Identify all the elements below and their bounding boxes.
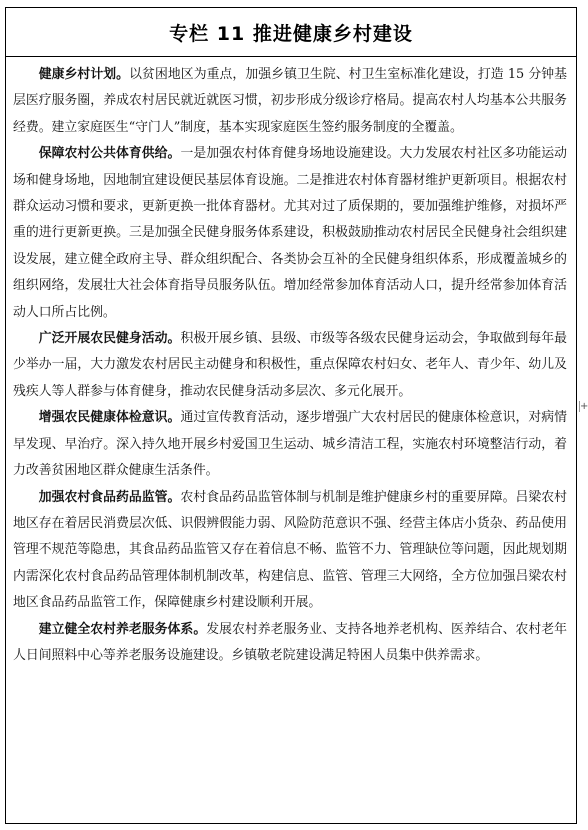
paragraph-text: 以贫困地区为重点，加强乡镇卫生院、村卫生室标准化建设，打造 15 分钟基层医疗服务圈，养成农村居民就近就医习惯，初步形成分级诊疗格局。提高农村人均基本公共服务经费。建立家庭医生“守门人”制度，基本实现家庭医生签约服务制度的全覆盖。 xyxy=(13,67,567,135)
paragraph-heading: 健康乡村计划。 xyxy=(38,67,130,82)
paragraph-food-drug-supervision xyxy=(13,485,567,617)
column-content xyxy=(13,62,567,669)
paragraph-heading: 加强农村食品药品监管。 xyxy=(38,489,181,505)
paragraph-health-checkup-awareness xyxy=(13,405,567,484)
paragraph-text: 发展农村养老服务业、支持各地养老机构、医养结合、农村老年人日间照料中心等养老服务设施建设。乡镇敬老院建设满足特困人员集中供养需求。 xyxy=(13,621,567,663)
paragraph-heading: 增强农民健康体检意识。 xyxy=(38,410,181,426)
paragraph-text: 农村食品药品监管体制与机制是维护健康乡村的重要屏障。吕梁农村地区存在着居民消费层次低、识假辨假能力弱、风险防范意识不强、经营主体店小货杂、药品使用管理不规范等隐患，其食品药品监管又存在着信息不畅、监管不力、管理缺位等问题，因此规划期内需深化农村食品药品管理体制机制改革，构建信息、监管、管理三大网络，全方位加强吕梁农村地区食品药品监管工作，保障健康乡村建设顺利开展。 xyxy=(13,489,567,611)
column-box xyxy=(5,7,577,824)
paragraph-elderly-care-system xyxy=(13,617,567,670)
paragraph-heading: 广泛开展农民健身活动。 xyxy=(38,331,181,347)
page-edge-mark: + xyxy=(580,401,588,412)
paragraph-farmer-fitness-activities xyxy=(13,326,567,405)
paragraph-rural-health-plan xyxy=(13,62,567,141)
paragraph-heading: 保障农村公共体育供给。 xyxy=(38,146,181,162)
paragraph-text: 一是加强农村体育健身场地设施建设。大力发展农村社区多功能运动场和健身场地，因地制宜建设便民基层体育设施。二是推进农村体育器材维护更新项目。根据农村群众运动习惯和要求，更新更换一批体育器材。尤其对过了质保期的，要加强维护维修，对损坏严重的进行更新更换。三是加强全民健身服务体系建设，积极鼓励推动农村居民全民健身社会组织建设发展，建立健全政府主导、群众组织配合、各类协会互补的全民健身组织体系，形成覆盖城乡的组织网络，发展壮大社会体育指导员服务队伍。增加经常参加体育活动人口，提升经常参加体育活动人口所占比例。 xyxy=(13,146,567,320)
column-title: 专栏 11 推进健康乡村建设 xyxy=(169,22,413,45)
title-row xyxy=(6,8,576,57)
paragraph-text: 通过宣传教育活动，逐步增强广大农村居民的健康体检意识，对病情早发现、早治疗。深入持久地开展乡村爱国卫生运动、城乡清洁工程，实施农村环境整洁行动，着力改善贫困地区群众健康生活条件。 xyxy=(13,410,567,479)
paragraph-public-sports-supply xyxy=(13,141,567,326)
paragraph-text: 积极开展乡镇、县级、市级等各级农民健身运动会，争取做到每年最少举办一届，大力激发农村居民主动健身和积极性，重点保障农村妇女、老年人、青少年、幼儿及残疾人等人群参与体育健身，推动农民健身活动多层次、多元化展开。 xyxy=(13,331,567,399)
paragraph-heading: 建立健全农村养老服务体系。 xyxy=(38,621,207,637)
